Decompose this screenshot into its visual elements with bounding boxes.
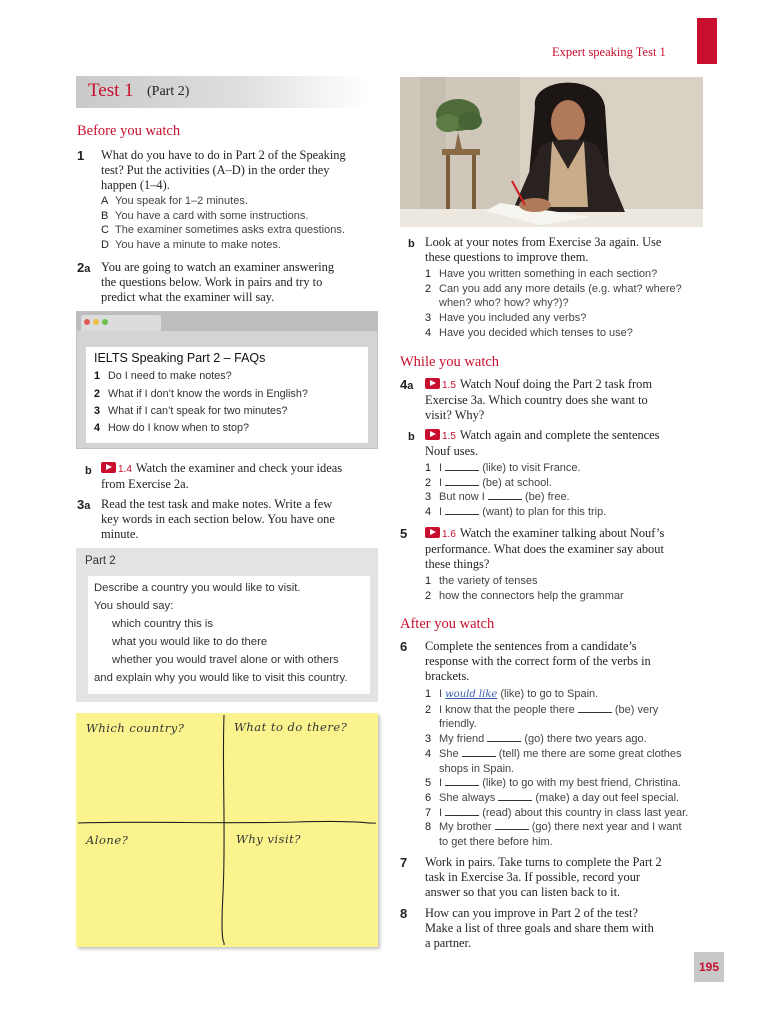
sticky-note-grid bbox=[76, 713, 378, 947]
video-play-icon[interactable] bbox=[425, 429, 440, 440]
close-dot-icon bbox=[84, 319, 90, 325]
q1-line: happen (1–4). bbox=[101, 178, 170, 192]
question-number-3a: 3a bbox=[77, 497, 91, 512]
minimize-dot-icon bbox=[93, 319, 99, 325]
question-letter-4b: b bbox=[408, 431, 415, 443]
question-6-items: 1 I would like (like) to go to Spain. 2 I know that the people there (be) very friendly. 3 My friend (go) there two years ago. 4 She (tell) me there are some great clothes shops in Spain. 5 I (like) to go with my best friend, Christina. 6 She always (make) a day out feel special. 7 I (read) about this country in class last year. 8 My brother (go) there next year and I want to get there before him. bbox=[425, 688, 689, 849]
question-5-text: 1.6 Watch the examiner talking about Nouf’s performance. What does the examiner say about these things? bbox=[425, 526, 665, 571]
faq-item: 1 Do I need to make notes? bbox=[94, 370, 232, 382]
question-letter-3b: b bbox=[408, 238, 415, 250]
header-red-tab bbox=[697, 18, 717, 64]
question-5-items: 1 the variety of tenses 2 how the connectors help the grammar bbox=[425, 575, 624, 602]
video-play-icon[interactable] bbox=[101, 462, 116, 473]
question-4b-text: 1.5 Watch again and complete the sentences Nouf uses. bbox=[425, 428, 660, 458]
page-number: 195 bbox=[694, 952, 724, 982]
faq-item: 2 What if I don’t know the words in English? bbox=[94, 388, 308, 400]
question-1-options bbox=[101, 194, 345, 253]
woman-writing-image bbox=[400, 77, 703, 227]
faq-item: 3 What if I can’t speak for two minutes? bbox=[94, 405, 288, 417]
heading-before-you-watch: Before you watch bbox=[77, 123, 181, 139]
faq-browser-window bbox=[76, 311, 378, 449]
note-what-to-do: What to do there? bbox=[234, 720, 348, 734]
task-label: Part 2 bbox=[85, 555, 116, 567]
running-head: Expert speaking Test 1 bbox=[552, 45, 666, 59]
answer-blank[interactable] bbox=[487, 733, 521, 742]
option-b: B You have a card with some instructions. bbox=[101, 209, 309, 222]
question-number-2a: 2a bbox=[77, 260, 91, 275]
question-1-text bbox=[101, 148, 346, 193]
example-answer: would like bbox=[445, 689, 498, 700]
heading-while-you-watch: While you watch bbox=[400, 354, 500, 370]
browser-titlebar bbox=[77, 312, 377, 331]
title-bar bbox=[76, 76, 368, 108]
answer-blank[interactable] bbox=[578, 704, 612, 713]
answer-blank[interactable] bbox=[445, 777, 479, 786]
question-number-4a: 4a bbox=[400, 377, 414, 392]
test-part: (Part 2) bbox=[147, 84, 190, 99]
answer-blank[interactable] bbox=[445, 807, 479, 816]
question-letter-2b: b bbox=[85, 465, 92, 477]
test-title: Test 1 bbox=[88, 80, 134, 101]
question-number-6: 6 bbox=[400, 639, 408, 654]
question-7-text: Work in pairs. Take turns to complete the Part 2 task in Exercise 3a. If possible, record your answer so that you can listen back to it. bbox=[425, 855, 662, 899]
note-alone: Alone? bbox=[86, 833, 129, 847]
faq-panel bbox=[86, 347, 368, 443]
question-2a-text: You are going to watch an examiner answering the questions below. Work in pairs and try to predict what the examiner will say. bbox=[101, 260, 335, 304]
task-card: Describe a country you would like to visit. You should say: which country this is what you would like to do there whether you would travel alone or with others and explain why you would like to visit this country. bbox=[88, 576, 370, 694]
question-number-5: 5 bbox=[400, 526, 408, 541]
answer-blank[interactable] bbox=[445, 462, 479, 471]
note-grid-lines bbox=[76, 713, 378, 947]
question-number-8: 8 bbox=[400, 906, 408, 921]
answer-blank[interactable] bbox=[462, 748, 496, 757]
question-number-7: 7 bbox=[400, 855, 408, 870]
option-d: D You have a minute to make notes. bbox=[101, 239, 281, 252]
faq-item: 4 How do I know when to stop? bbox=[94, 422, 250, 434]
question-6-text: Complete the sentences from a candidate’s response with the correct form of the verbs in brackets. bbox=[425, 639, 651, 683]
answer-blank[interactable] bbox=[495, 821, 529, 830]
faq-title: IELTS Speaking Part 2 – FAQs bbox=[94, 351, 266, 365]
question-2b-text: 1.4 Watch the examiner and check your ideas from Exercise 2a. bbox=[101, 461, 343, 491]
video-still-photo bbox=[400, 77, 703, 227]
question-4a-text: 1.5 Watch Nouf doing the Part 2 task from Exercise 3a. Which country does she want to visit? Why? bbox=[425, 377, 652, 422]
answer-blank[interactable] bbox=[498, 792, 532, 801]
answer-blank[interactable] bbox=[445, 506, 479, 515]
question-4b-items: 1 I (like) to visit France. 2 I (be) at school. 3 But now I (be) free. 4 I (want) to plan for this trip. bbox=[425, 462, 607, 519]
question-3b-text: Look at your notes from Exercise 3a again. Use these questions to improve them. bbox=[425, 235, 662, 264]
answer-blank[interactable] bbox=[488, 491, 522, 500]
question-8-text: How can you improve in Part 2 of the test? Make a list of three goals and share them with a partner. bbox=[425, 906, 654, 950]
q1-line: test? Put the activities (A–D) in the order they bbox=[101, 163, 330, 177]
heading-after-you-watch: After you watch bbox=[400, 616, 495, 632]
video-play-icon[interactable] bbox=[425, 378, 440, 389]
option-c: C The examiner sometimes asks extra questions. bbox=[101, 224, 345, 237]
question-3b-items: 1 Have you written something in each section? 2 Can you add any more details (e.g. what? where? when? who? how? why?)? 3 Have you included any verbs? 4 Have you decided which tenses to use? bbox=[425, 268, 682, 339]
option-a: A You speak for 1–2 minutes. bbox=[101, 195, 248, 207]
note-which-country: Which country? bbox=[86, 721, 185, 735]
video-play-icon[interactable] bbox=[425, 527, 440, 538]
question-number-1: 1 bbox=[77, 148, 85, 163]
maximize-dot-icon bbox=[102, 319, 108, 325]
task-card-box bbox=[76, 548, 378, 702]
answer-blank[interactable] bbox=[445, 477, 479, 486]
note-why-visit: Why visit? bbox=[236, 832, 301, 846]
question-3a-text: Read the test task and make notes. Write a few key words in each section below. You have one minute. bbox=[101, 497, 335, 541]
q1-line: What do you have to do in Part 2 of the Speaking bbox=[101, 148, 346, 162]
